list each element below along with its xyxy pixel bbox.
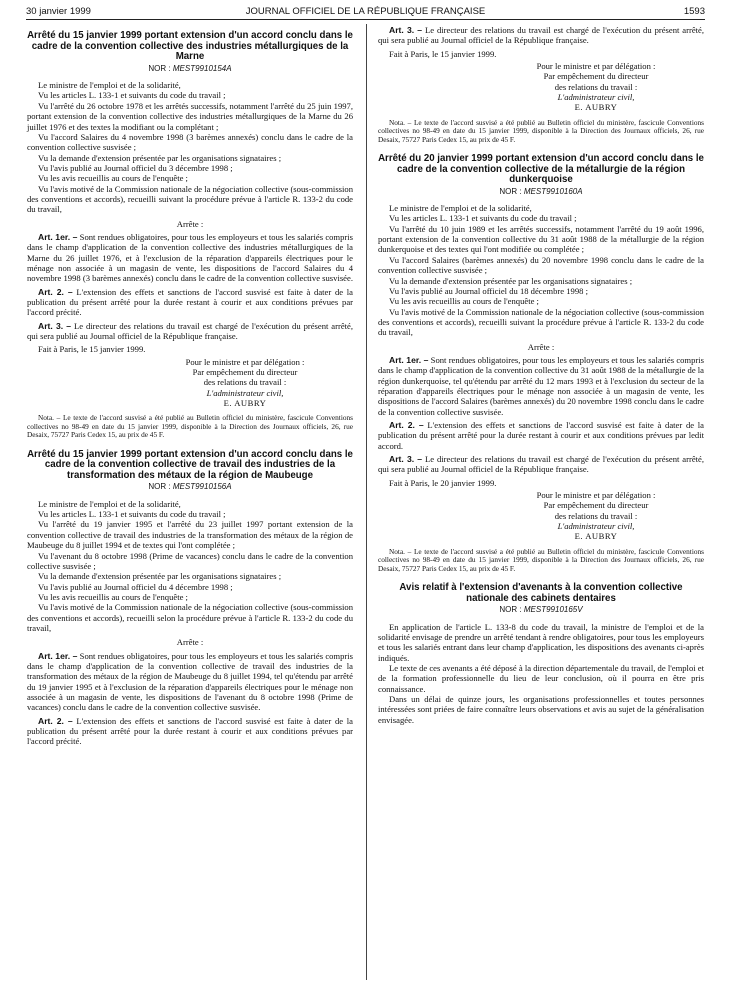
date-place: Fait à Paris, le 15 janvier 1999. <box>38 344 146 355</box>
article-text: L'extension des effets et sanctions de l'accord susvisé est faite à dater de la publication du présent arrêté pour la durée restant à courir et aux conditions prévues par l'accord précité. <box>27 715 353 747</box>
nor-code: MEST9910160A <box>523 186 583 196</box>
article-1 <box>27 232 353 284</box>
nor-reference <box>378 605 704 615</box>
page-header <box>26 6 705 20</box>
article-text: Le directeur des relations du travail est chargé de l'exécution du présent arrêté, qui sera publié au Journal officiel de la République française. <box>378 454 704 475</box>
header-rule <box>26 19 705 20</box>
signature-line: des relations du travail : <box>554 81 638 92</box>
paragraph: Dans un délai de quinze jours, les organisations professionnelles et toutes personnes intéressées sont priées de faire connaître leurs observations et avis au sujet de la généralisation envisagée. <box>378 693 704 725</box>
paragraph: Vu l'avis motivé de la Commission nationale de la négociation collective (sous-commission des conventions et accords), recueilli suivant la procédure prévue à l'article R. 133-2 du code du travail, <box>378 306 704 338</box>
article-label: Art. 1er. – <box>38 650 78 661</box>
nor-code: MEST9910156A <box>172 482 232 492</box>
article-label: Art. 1er. – <box>38 231 78 242</box>
paragraph: Vu la demande d'extension présentée par les organisations signataires ; <box>38 571 282 582</box>
arrete-marne <box>27 31 353 440</box>
signature-line: Par empêchement du directeur <box>543 500 649 511</box>
article-text: Sont rendues obligatoires, pour tous les employeurs et tous les salariés compris dans le champ d'application de la convention collective du 31 août 1988 de la métallurgie de la région dunkerquoise, tel qu'étendu par arrêté du 12 mars 1993 et à l'exclusion du secteur de la réparation d'appareils électriques pour le ménage non associée à un magasin de vente, les dispositions de l'accord Salaires (barèmes annexés) du 20 novembre 1998 conclu dans le cadre de la convention collective susvisée. <box>378 354 704 417</box>
article-1 <box>378 355 704 417</box>
article-text: Le directeur des relations du travail est chargé de l'exécution du présent arrêté, qui sera publié au Journal officiel de la République française. <box>378 25 704 46</box>
arrete-maubeuge <box>27 450 353 747</box>
paragraph: Vu les avis recueillis au cours de l'enquête ; <box>38 591 188 602</box>
signature-block <box>27 357 353 409</box>
signatory-name: E. AUBRY <box>223 398 267 409</box>
paragraph: Le ministre de l'emploi et de la solidarité, <box>38 80 181 91</box>
paragraph: Vu l'avis motivé de la Commission nationale de la négociation collective (sous-commission des conventions et accords), recueilli suivant la procédure prévue à l'article R. 133-2 du code du travail, <box>27 183 353 215</box>
arrete-maubeuge-continued <box>378 25 704 144</box>
article-text: Sont rendues obligatoires, pour tous les employeurs et tous les salariés compris dans le champ d'application de la convention collective de travail des industries de la transformation des métaux de la région de Maubeuge du 8 juillet 1994, tel qu'étendu par arrêté du 19 janvier 1995 et à l'exclusion de la réparation d'appareils électriques pour le ménage non associée à un magasin de vente, les dispositions de l'avenant du 8 octobre 1998 (Prime de vacances) conclu dans le cadre de la convention collective susvisée. <box>27 650 353 713</box>
article-label: Art. 3. – <box>389 454 423 464</box>
signature-title: L'administrateur civil, <box>206 387 284 398</box>
signature-block <box>378 61 704 113</box>
signature-line: Pour le ministre et par délégation : <box>536 61 656 72</box>
nor-label: NOR : <box>148 63 171 73</box>
article-label: Art. 2. – <box>38 286 73 297</box>
right-column <box>378 25 704 725</box>
nor-reference <box>27 482 353 492</box>
paragraph: Vu l'accord Salaires (barèmes annexés) du 20 novembre 1998 conclu dans le cadre de la convention collective susvisée ; <box>378 254 704 276</box>
paragraph: Vu l'avis motivé de la Commission nationale de la négociation collective (sous-commission des conventions et accords), recueilli selon la procédure prévue à l'article R. 133-2 du code du travail, <box>27 602 353 633</box>
article-label: Art. 2. – <box>38 715 73 726</box>
paragraph: Vu l'arrêté du 26 octobre 1978 et les arrêtés successifs, notamment l'arrêté du 25 juin 1997, portant extension de la convention collective des industries métallurgiques de la Marne du 26 juillet 1976 et des textes la modifiant ou la complétant ; <box>27 100 353 132</box>
signature-line: des relations du travail : <box>203 377 287 388</box>
paragraph: Vu l'avis publié au Journal officiel du 3 décembre 1998 ; <box>38 162 233 173</box>
date-place: Fait à Paris, le 15 janvier 1999. <box>389 48 497 59</box>
paragraph: Vu l'avis publié au Journal officiel du 18 décembre 1998 ; <box>389 285 588 296</box>
signature-title: L'administrateur civil, <box>557 92 635 103</box>
header-page-number: 1593 <box>683 6 705 17</box>
paragraph: Le ministre de l'emploi et de la solidarité, <box>38 498 181 509</box>
header-date: 30 janvier 1999 <box>26 6 91 17</box>
nota-note: Nota. – Le texte de l'accord susvisé a été publié au Bulletin officiel du ministère, fascicule Conventions collectives no 98-49 en date du 15 janvier 1999, disponible à la Direction des Journaux officiels, 26, rue Desaix, 75727 Paris Cedex 15, au prix de 45 F. <box>378 117 704 144</box>
article-2 <box>27 716 353 747</box>
nota-note: Nota. – Le texte de l'accord susvisé a été publié au Bulletin officiel du ministère, fascicule Conventions collectives no 98-49 en date du 15 janvier 1999, disponible à la Direction des Journaux officiels, 26, rue Desaix, 75727 Paris Cedex 15, au prix de 45 F. <box>378 546 704 573</box>
document-title: Arrêté du 20 janvier 1999 portant extension d'un accord conclu dans le cadre de la convention collective de la métallurgie de la région dunkerquoise <box>378 152 704 186</box>
nor-label: NOR : <box>148 482 171 492</box>
arrete-heading: Arrête : <box>176 637 204 648</box>
paragraph: Le ministre de l'emploi et de la solidarité, <box>389 203 532 214</box>
article-label: Art. 1er. – <box>389 354 429 365</box>
paragraph: Vu la demande d'extension présentée par les organisations signataires ; <box>389 275 633 286</box>
arrete-heading: Arrête : <box>527 341 555 352</box>
signature-block <box>378 490 704 542</box>
arrete-heading: Arrête : <box>176 218 204 229</box>
paragraph: En application de l'article L. 133-8 du code du travail, la ministre de l'emploi et de la solidarité envisage de prendre un arrêté tendant à rendre obligatoires, pour tous les employeurs et tous les salariés entrant dans leur champ d'application, les dispositions des avenants ci-après indiqués. <box>378 621 704 663</box>
article-3 <box>27 321 353 342</box>
nor-code: MESТ9910154A <box>172 63 232 73</box>
signature-title: L'administrateur civil, <box>557 521 635 532</box>
header-journal-title: JOURNAL OFFICIEL DE LA RÉPUBLIQUE FRANÇAISE <box>245 6 486 17</box>
nota-note: Nota. – Le texte de l'accord susvisé a été publié au Bulletin officiel du ministère, fascicule Conventions collectives no 98-49 en date du 15 janvier 1999, disponible à la Direction des Journaux officiels, 26, rue Desaix, 75727 Paris Cedex 15, au prix de 45 F. <box>27 413 353 440</box>
article-1 <box>27 651 353 713</box>
avis-cabinets-dentaires <box>378 583 704 725</box>
left-column <box>27 25 353 747</box>
paragraph: Vu les avis recueillis au cours de l'enquête ; <box>389 296 539 307</box>
article-label: Art. 3. – <box>389 25 423 35</box>
signature-line: Pour le ministre et par délégation : <box>185 356 305 367</box>
paragraph: Le texte de ces avenants a été déposé à la direction départementale du travail, de l'emploi et de la formation professionnelle du lieu de leur conclusion, où il pourra en être pris connaissance. <box>378 662 704 694</box>
document-title: Arrêté du 15 janvier 1999 portant extension d'un accord conclu dans le cadre de la convention collective des industries métallurgiques de la Marne <box>27 30 353 63</box>
article-2 <box>378 420 704 451</box>
paragraph: Vu l'arrêté du 19 janvier 1995 et l'arrêté du 23 juillet 1997 portant extension de la convention collective de travail des industries de la transformation des métaux de la région de Maubeuge du 8 juillet 1994 et de textes qui l'ont complétée ; <box>27 519 353 551</box>
paragraph: Vu l'accord Salaires du 4 novembre 1998 (3 barèmes annexés) conclu dans le cadre de la convention collective susvisée ; <box>27 131 353 153</box>
nor-label: NOR : <box>499 605 522 615</box>
signature-line: des relations du travail : <box>554 510 638 521</box>
nor-label: NOR : <box>499 186 522 196</box>
arrete-dunkerque <box>378 154 704 573</box>
date-place: Fait à Paris, le 20 janvier 1999. <box>389 477 497 488</box>
article-label: Art. 2. – <box>389 419 424 430</box>
article-3 <box>378 454 704 475</box>
paragraph: Vu l'avenant du 8 octobre 1998 (Prime de vacances) conclu dans le cadre de la convention collective susvisée ; <box>27 550 353 571</box>
article-label: Art. 3. – <box>38 320 72 331</box>
article-text: L'extension des effets et sanctions de l'accord susvisé est faite à dater de la publication du présent arrêté pour la durée restant à courir et aux conditions prévues par l'accord précité. <box>27 286 353 318</box>
signature-line: Par empêchement du directeur <box>192 367 298 378</box>
document-title: Avis relatif à l'extension d'avenants à la convention collective nationale des cabinets dentaires <box>399 581 683 604</box>
signature-line: Pour le ministre et par délégation : <box>536 490 656 501</box>
signatory-name: E. AUBRY <box>574 531 618 542</box>
paragraph: Vu l'arrêté du 10 juin 1989 et les arrêtés successifs, notamment l'arrêté du 19 août 1996, portant extension de la convention collective du 31 août 1988 de la métallurgie de la région dunkerquoise et des textes qui l'ont modifiée ou complétée ; <box>378 223 704 255</box>
nor-reference <box>378 187 704 197</box>
article-text: Le directeur des relations du travail est chargé de l'exécution du présent arrêté, qui sera publié au Journal officiel de la République française. <box>27 320 353 342</box>
article-text: L'extension des effets et sanctions de l'accord susvisé est faite à dater de la publication du présent arrêté pour la durée restant à courir et aux conditions prévues par ledit accord. <box>378 419 704 451</box>
paragraph: Vu la demande d'extension présentée par les organisations signataires ; <box>38 152 282 163</box>
paragraph: Vu les articles L. 133-1 et suivants du code du travail ; <box>389 213 577 224</box>
article-2 <box>27 287 353 318</box>
signature-line: Par empêchement du directeur <box>543 71 649 82</box>
article-3 <box>378 25 704 46</box>
nor-reference <box>27 64 353 74</box>
document-title: Arrêté du 15 janvier 1999 portant extension d'un accord conclu dans le cadre de la convention collective de travail des industries de la transformation des métaux de la région de Maubeuge <box>27 448 353 481</box>
column-divider <box>366 24 367 980</box>
nor-code: MEST9910165V <box>523 605 583 615</box>
paragraph: Vu les articles L. 133-1 et suivants du code du travail ; <box>38 509 226 520</box>
paragraph: Vu l'avis publié au Journal officiel du 4 décembre 1998 ; <box>38 581 233 592</box>
signatory-name: E. AUBRY <box>574 102 618 113</box>
paragraph: Vu les articles L. 133-1 et suivants du code du travail ; <box>38 90 226 101</box>
article-text: Sont rendues obligatoires, pour tous les employeurs et tous les salariés compris dans le champ d'application de la convention collective des industries métallurgiques de la Marne du 26 juillet 1976, et à l'exclusion de la réparation d'appareils électriques pour le ménage non associée à un magasin de vente, les dispositions de l'accord Salaires du 4 novembre 1998 (3 barèmes annexés) conclu dans le cadre de la convention collective susvisée. <box>27 231 353 284</box>
paragraph: Vu les avis recueillis au cours de l'enquête ; <box>38 173 188 184</box>
